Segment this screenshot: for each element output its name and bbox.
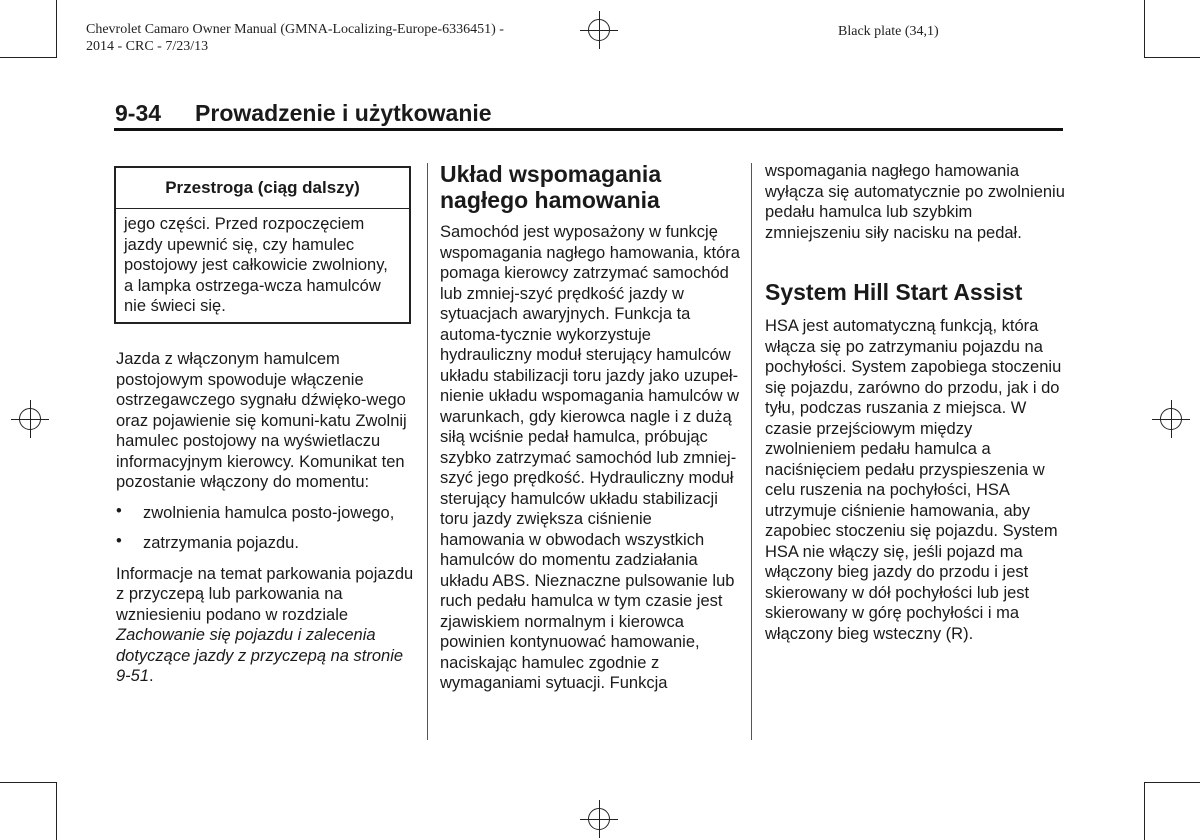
crop-mark: [1144, 782, 1145, 840]
brake-assist-continuation: wspomagania nagłego hamowania wyłącza się automatycznie po zwolnieniu pedału hamulca lub szybkim zmniejszeniu siły nacisku na pedał.: [765, 162, 1065, 242]
registration-mark-bottom: [580, 800, 618, 838]
plate-label: Black plate (34,1): [838, 24, 939, 39]
header-rule: [114, 128, 1063, 131]
reference-end: .: [149, 667, 154, 685]
print-job-line-2: 2014 - CRC - 7/23/13: [86, 39, 209, 54]
column-3-continuation: [765, 161, 1065, 243]
column-1: [116, 349, 416, 687]
registration-mark-top: [580, 11, 618, 49]
caution-title: Przestroga (ciąg dalszy): [116, 168, 409, 209]
crop-mark: [1144, 0, 1145, 58]
column-divider: [751, 163, 752, 740]
hill-start-assist-heading: System Hill Start Assist: [765, 279, 1023, 305]
registration-mark-right: [1152, 400, 1190, 438]
list-item: [116, 503, 416, 524]
list-item-text: zatrzymania pojazdu.: [143, 534, 299, 552]
reference-text: Informacje na temat parkowania pojazdu z przyczepą lub parkowania na wzniesieniu podano w rozdziale: [116, 564, 414, 624]
caution-box: [114, 166, 411, 324]
caution-body: jego części. Przed rozpoczęciem jazdy upewnić się, czy hamulec postojowy jest całkowicie zwolniony, a lampka ostrzega-wcza hamulców nie świeci się.: [124, 215, 388, 315]
section-title: Prowadzenie i użytkowanie: [195, 100, 492, 126]
crop-mark: [1145, 782, 1200, 783]
crop-mark: [0, 782, 56, 783]
column-2: [440, 222, 740, 694]
bullet-marker: •: [116, 532, 122, 550]
running-header: [115, 100, 492, 127]
registration-mark-left: [11, 400, 49, 438]
bullet-marker: •: [116, 501, 122, 520]
column-3: [765, 316, 1065, 644]
crop-mark: [1145, 57, 1200, 58]
brake-assist-paragraph: Samochód jest wyposażony w funkcję wspomagania nagłego hamowania, która pomaga kierowcy zatrzymać samochód lub zmniej-szyć prędkość jazdy w sytuacjach awaryjnych. Funkcja ta automa-tycznie wykorzystuje hydrauliczny moduł sterujący hamulców układu stabilizacji toru jazdy jako uzupeł-nienie układu wspomagania hamulców w warunkach, gdy kierowca nagle i z dużą siłą wciśnie pedał hamulca, próbując szybko zatrzymać samochód lub zmniej-szyć jego prędkość. Hydrauliczny moduł sterujący hamulców układu stabilizacji toru jazdy zwiększa ciśnienie hamowania w obwodach wszystkich hamulców do momentu zadziałania układu ABS. Nieznaczne pulsowanie lub ruch pedału hamulca w tym czasie jest zjawiskiem normalnym i kierowca powinien kontynuować hamowanie, naciskając hamulec zgodnie z wymaganiami sytuacji. Funkcja: [440, 223, 740, 692]
page-number: 9-34: [115, 100, 162, 126]
hill-start-assist-paragraph: HSA jest automatyczną funkcją, która włącza się po zatrzymaniu pojazdu na pochyłości. System zapobiega stoczeniu się pojazdu, zarówno do przodu, jak i do tyłu, podczas ruszania z miejsca. W czasie przejściowym między zwolnieniem pedału hamulca a naciśnięciem pedału przyspieszenia w celu ruszenia na pochyłości, HSA utrzymuje ciśnienie hamowania, aby zapobiec stoczeniu się pojazdu. System HSA nie włączy się, jeśli pojazd ma włączony bieg jazdy do przodu i jest skierowany w dół pochyłości lub jest skierowany w górę pochyłości i ma włączony bieg wsteczny (R).: [765, 317, 1062, 643]
crop-mark: [56, 0, 57, 58]
crop-mark: [56, 782, 57, 840]
list-item-text: zwolnienia hamulca posto-jowego,: [143, 503, 395, 522]
parking-brake-paragraph: Jazda z włączonym hamulcem postojowym spowoduje włączenie ostrzegawczego sygnału dźwięko-wego oraz pojawienie się komuni-katu Zwolnij hamulec postojowy na wyświetlaczu informacyjnym kierowcy. Komunikat ten pozostanie włączony do momentu:: [116, 350, 407, 491]
print-job-info: [86, 21, 504, 55]
print-job-line-1: Chevrolet Camaro Owner Manual (GMNA-Localizing-Europe-6336451) -: [86, 22, 504, 37]
cross-reference-link[interactable]: Zachowanie się pojazdu i zalecenia dotyczące jazdy z przyczepą na stronie 9-51: [116, 626, 404, 685]
bullet-list: [116, 503, 416, 554]
brake-assist-heading: Układ wspomagania nagłego hamowania: [440, 161, 662, 213]
trailer-reference-paragraph: [116, 564, 416, 687]
crop-mark: [0, 57, 56, 58]
column-divider: [427, 163, 428, 740]
list-item: [116, 533, 416, 554]
